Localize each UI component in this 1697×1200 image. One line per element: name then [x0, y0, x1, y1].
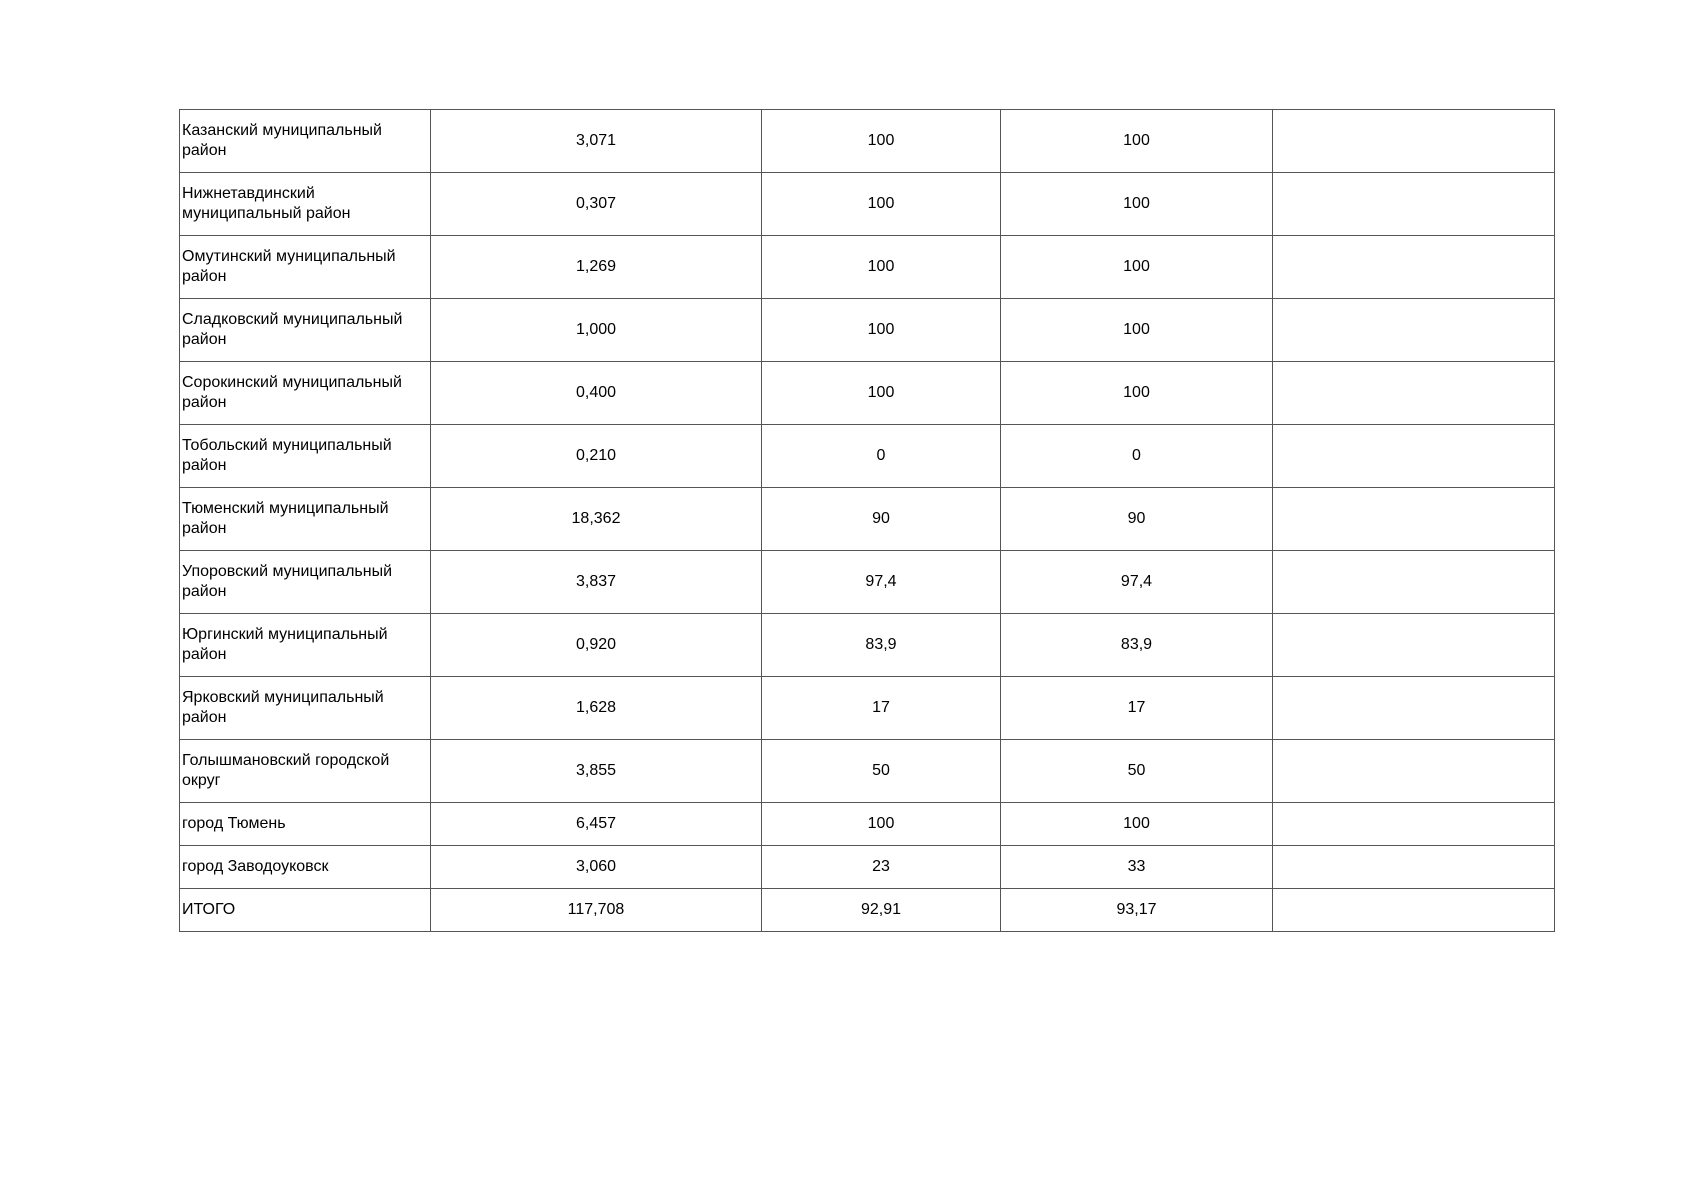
- value-cell-4: [1273, 846, 1555, 889]
- value-cell-1: 18,362: [431, 488, 762, 551]
- value-cell-4: [1273, 362, 1555, 425]
- table-row: [180, 236, 1555, 299]
- value-cell-3: 100: [1001, 803, 1273, 846]
- row-name-cell: Тюменский муниципальный район: [180, 488, 431, 551]
- value-cell-4: [1273, 236, 1555, 299]
- value-cell-3: 0: [1001, 425, 1273, 488]
- row-name-cell: Сорокинский муниципальный район: [180, 362, 431, 425]
- value-cell-1: 1,269: [431, 236, 762, 299]
- value-cell-4: [1273, 803, 1555, 846]
- row-name-cell: Казанский муниципальный район: [180, 110, 431, 173]
- value-cell-2: 100: [762, 299, 1001, 362]
- row-name-cell: город Заводоуковск: [180, 846, 431, 889]
- value-cell-1: 0,307: [431, 173, 762, 236]
- table-row: [180, 846, 1555, 889]
- table-row: [180, 110, 1555, 173]
- table-row: [180, 551, 1555, 614]
- value-cell-4: [1273, 740, 1555, 803]
- value-cell-1: 6,457: [431, 803, 762, 846]
- table-row: [180, 173, 1555, 236]
- table-row: [180, 614, 1555, 677]
- value-cell-4: [1273, 551, 1555, 614]
- value-cell-2: 100: [762, 803, 1001, 846]
- value-cell-3: 100: [1001, 299, 1273, 362]
- value-cell-1: 0,210: [431, 425, 762, 488]
- total-value-cell-2: 92,91: [762, 889, 1001, 932]
- total-value-cell-3: 93,17: [1001, 889, 1273, 932]
- value-cell-1: 3,060: [431, 846, 762, 889]
- value-cell-2: 0: [762, 425, 1001, 488]
- value-cell-3: 100: [1001, 110, 1273, 173]
- value-cell-2: 100: [762, 362, 1001, 425]
- row-name-cell: Упоровский муниципальный район: [180, 551, 431, 614]
- total-value-cell-4: [1273, 889, 1555, 932]
- value-cell-2: 100: [762, 110, 1001, 173]
- value-cell-4: [1273, 173, 1555, 236]
- value-cell-4: [1273, 488, 1555, 551]
- value-cell-3: 97,4: [1001, 551, 1273, 614]
- value-cell-1: 3,071: [431, 110, 762, 173]
- value-cell-2: 90: [762, 488, 1001, 551]
- value-cell-4: [1273, 299, 1555, 362]
- value-cell-3: 90: [1001, 488, 1273, 551]
- value-cell-1: 0,920: [431, 614, 762, 677]
- value-cell-4: [1273, 110, 1555, 173]
- value-cell-4: [1273, 677, 1555, 740]
- value-cell-1: 3,837: [431, 551, 762, 614]
- value-cell-3: 33: [1001, 846, 1273, 889]
- table-row: [180, 299, 1555, 362]
- value-cell-3: 50: [1001, 740, 1273, 803]
- value-cell-3: 100: [1001, 362, 1273, 425]
- table-row: [180, 803, 1555, 846]
- row-name-cell: Ярковский муниципальный район: [180, 677, 431, 740]
- value-cell-2: 23: [762, 846, 1001, 889]
- row-name-cell: Нижнетавдинский муниципальный район: [180, 173, 431, 236]
- table-row: [180, 740, 1555, 803]
- total-value-cell-1: 117,708: [431, 889, 762, 932]
- value-cell-1: 0,400: [431, 362, 762, 425]
- value-cell-2: 97,4: [762, 551, 1001, 614]
- total-label-cell: ИТОГО: [180, 889, 431, 932]
- table-row: [180, 677, 1555, 740]
- value-cell-1: 3,855: [431, 740, 762, 803]
- row-name-cell: Сладковский муниципальный район: [180, 299, 431, 362]
- value-cell-2: 83,9: [762, 614, 1001, 677]
- value-cell-1: 1,000: [431, 299, 762, 362]
- value-cell-3: 83,9: [1001, 614, 1273, 677]
- value-cell-3: 100: [1001, 173, 1273, 236]
- value-cell-1: 1,628: [431, 677, 762, 740]
- row-name-cell: Голышмановский городской округ: [180, 740, 431, 803]
- row-name-cell: Юргинский муниципальный район: [180, 614, 431, 677]
- row-name-cell: город Тюмень: [180, 803, 431, 846]
- value-cell-2: 100: [762, 173, 1001, 236]
- value-cell-4: [1273, 425, 1555, 488]
- row-name-cell: Тобольский муниципальный район: [180, 425, 431, 488]
- total-row: [180, 889, 1555, 932]
- value-cell-3: 100: [1001, 236, 1273, 299]
- value-cell-2: 100: [762, 236, 1001, 299]
- table-row: [180, 425, 1555, 488]
- value-cell-2: 50: [762, 740, 1001, 803]
- value-cell-4: [1273, 614, 1555, 677]
- value-cell-3: 17: [1001, 677, 1273, 740]
- municipal-data-table: [179, 109, 1555, 932]
- value-cell-2: 17: [762, 677, 1001, 740]
- table-row: [180, 362, 1555, 425]
- row-name-cell: Омутинский муниципальный район: [180, 236, 431, 299]
- table-row: [180, 488, 1555, 551]
